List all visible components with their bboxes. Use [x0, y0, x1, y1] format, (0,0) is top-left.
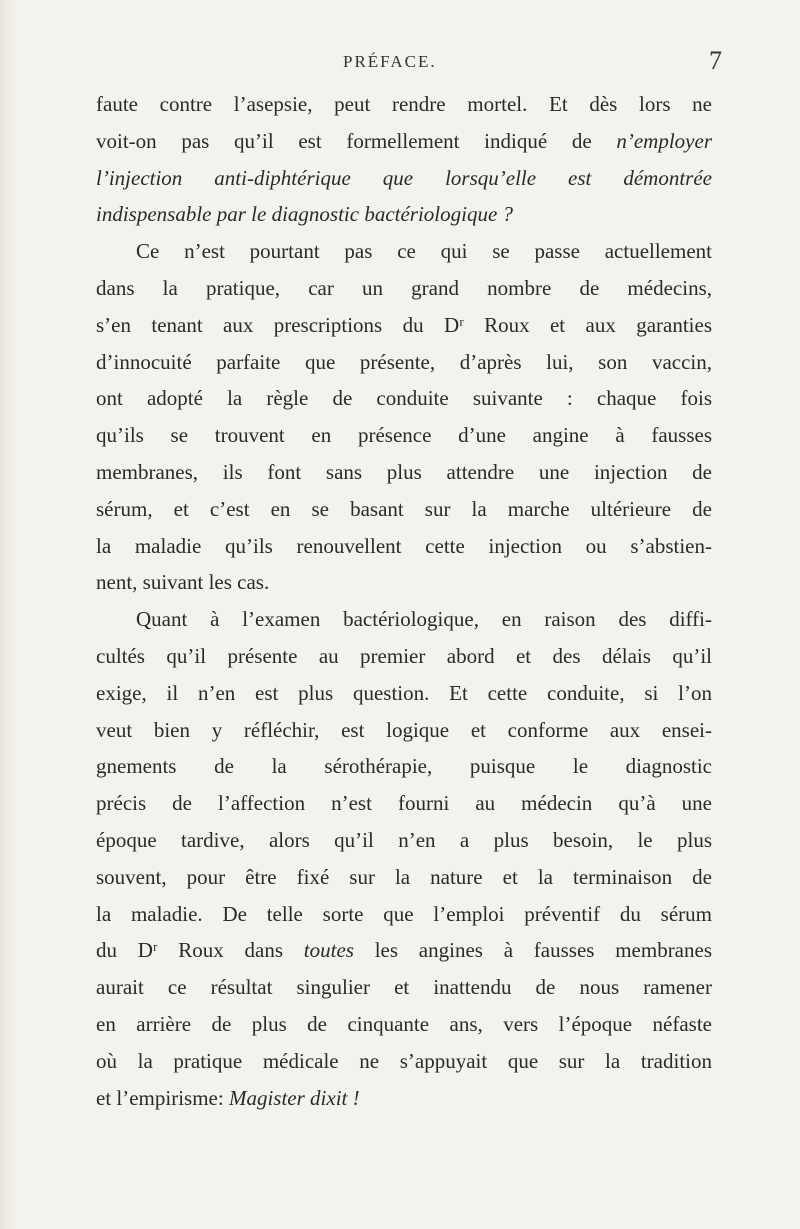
text-segment: Ce n’est pourtant pas ce qui se passe actuellement: [136, 239, 712, 264]
text-segment: où la pratique médicale ne s’appuyait que sur la tradition: [96, 1048, 712, 1073]
text-line: [96, 344, 712, 381]
text-line: [96, 785, 712, 822]
page-number: 7: [709, 46, 722, 75]
text-line: [96, 491, 712, 528]
text-line: [96, 822, 712, 859]
italic-text: indispensable par le diagnostic bactériologique ?: [96, 202, 514, 227]
italic-text: n’employer: [616, 128, 712, 153]
text-segment: et l’empirisme:: [96, 1085, 229, 1110]
text-segment: nent, suivant les cas.: [96, 570, 270, 595]
text-line: [96, 1043, 712, 1080]
text-segment: qu’ils se trouvent en présence d’une angine à fausses: [96, 423, 712, 448]
text-line: [96, 859, 712, 896]
text-line: [96, 233, 712, 270]
text-segment: aurait ce résultat singulier et inattendu de nous ramener: [96, 975, 712, 1000]
text-segment: précis de l’affection n’est fourni au médecin qu’à une: [96, 791, 712, 816]
text-line: [96, 638, 712, 675]
text-line: [96, 270, 712, 307]
text-line: [96, 564, 712, 601]
text-line: [96, 380, 712, 417]
running-head: [0, 46, 800, 76]
text-line: [96, 712, 712, 749]
text-segment: d’innocuité parfaite que présente, d’après lui, son vaccin,: [96, 349, 712, 374]
text-segment: ont adopté la règle de conduite suivante : chaque fois: [96, 386, 712, 411]
text-line: [96, 307, 712, 344]
text-line: [96, 123, 712, 160]
italic-text: toutes: [303, 938, 354, 963]
text-segment: les angines à fausses membranes: [353, 938, 713, 963]
text-segment: du Dʳ Roux dans: [96, 938, 304, 963]
text-segment: voit-on pas qu’il est formellement indiqué de: [96, 128, 617, 153]
italic-text: Magister dixit !: [228, 1085, 360, 1110]
text-segment: Quant à l’examen bactériologique, en raison des diffi-: [136, 607, 712, 632]
text-line: [96, 86, 712, 123]
text-segment: exige, il n’en est plus question. Et cette conduite, si l’on: [96, 680, 712, 705]
text-segment: veut bien y réfléchir, est logique et conforme aux ensei-: [96, 717, 712, 742]
text-segment: dans la pratique, car un grand nombre de médecins,: [96, 275, 712, 300]
text-segment: membranes, ils font sans plus attendre une injection de: [96, 459, 712, 484]
text-segment: la maladie qu’ils renouvellent cette injection ou s’abstien-: [96, 533, 712, 558]
page-edge-shadow: [0, 0, 14, 1229]
text-line: [96, 160, 712, 197]
text-line: [96, 1006, 712, 1043]
text-segment: souvent, pour être fixé sur la nature et la terminaison de: [96, 864, 712, 889]
text-line: [96, 896, 712, 933]
text-line: [96, 417, 712, 454]
text-line: [96, 932, 712, 969]
body-text: [96, 86, 712, 1116]
header-title: PRÉFACE.: [343, 52, 437, 71]
text-segment: époque tardive, alors qu’il n’en a plus besoin, le plus: [96, 827, 712, 852]
text-segment: sérum, et c’est en se basant sur la marche ultérieure de: [96, 496, 712, 521]
text-line: [96, 675, 712, 712]
text-line: [96, 454, 712, 491]
text-segment: cultés qu’il présente au premier abord et des délais qu’il: [96, 643, 712, 668]
text-segment: s’en tenant aux prescriptions du Dʳ Roux et aux garanties: [96, 312, 712, 337]
text-segment: en arrière de plus de cinquante ans, vers l’époque néfaste: [96, 1011, 712, 1036]
text-line: [96, 969, 712, 1006]
text-segment: la maladie. De telle sorte que l’emploi préventif du sérum: [96, 901, 712, 926]
text-line: [96, 748, 712, 785]
text-line: [96, 528, 712, 565]
text-line: [96, 196, 712, 233]
text-line: [96, 601, 712, 638]
text-segment: gnements de la sérothérapie, puisque le diagnostic: [96, 754, 712, 779]
text-segment: faute contre l’asepsie, peut rendre mortel. Et dès lors ne: [96, 92, 712, 116]
text-line: [96, 1080, 712, 1117]
italic-text: l’injection anti-diphtérique que lorsqu’elle est démontrée: [96, 165, 712, 190]
